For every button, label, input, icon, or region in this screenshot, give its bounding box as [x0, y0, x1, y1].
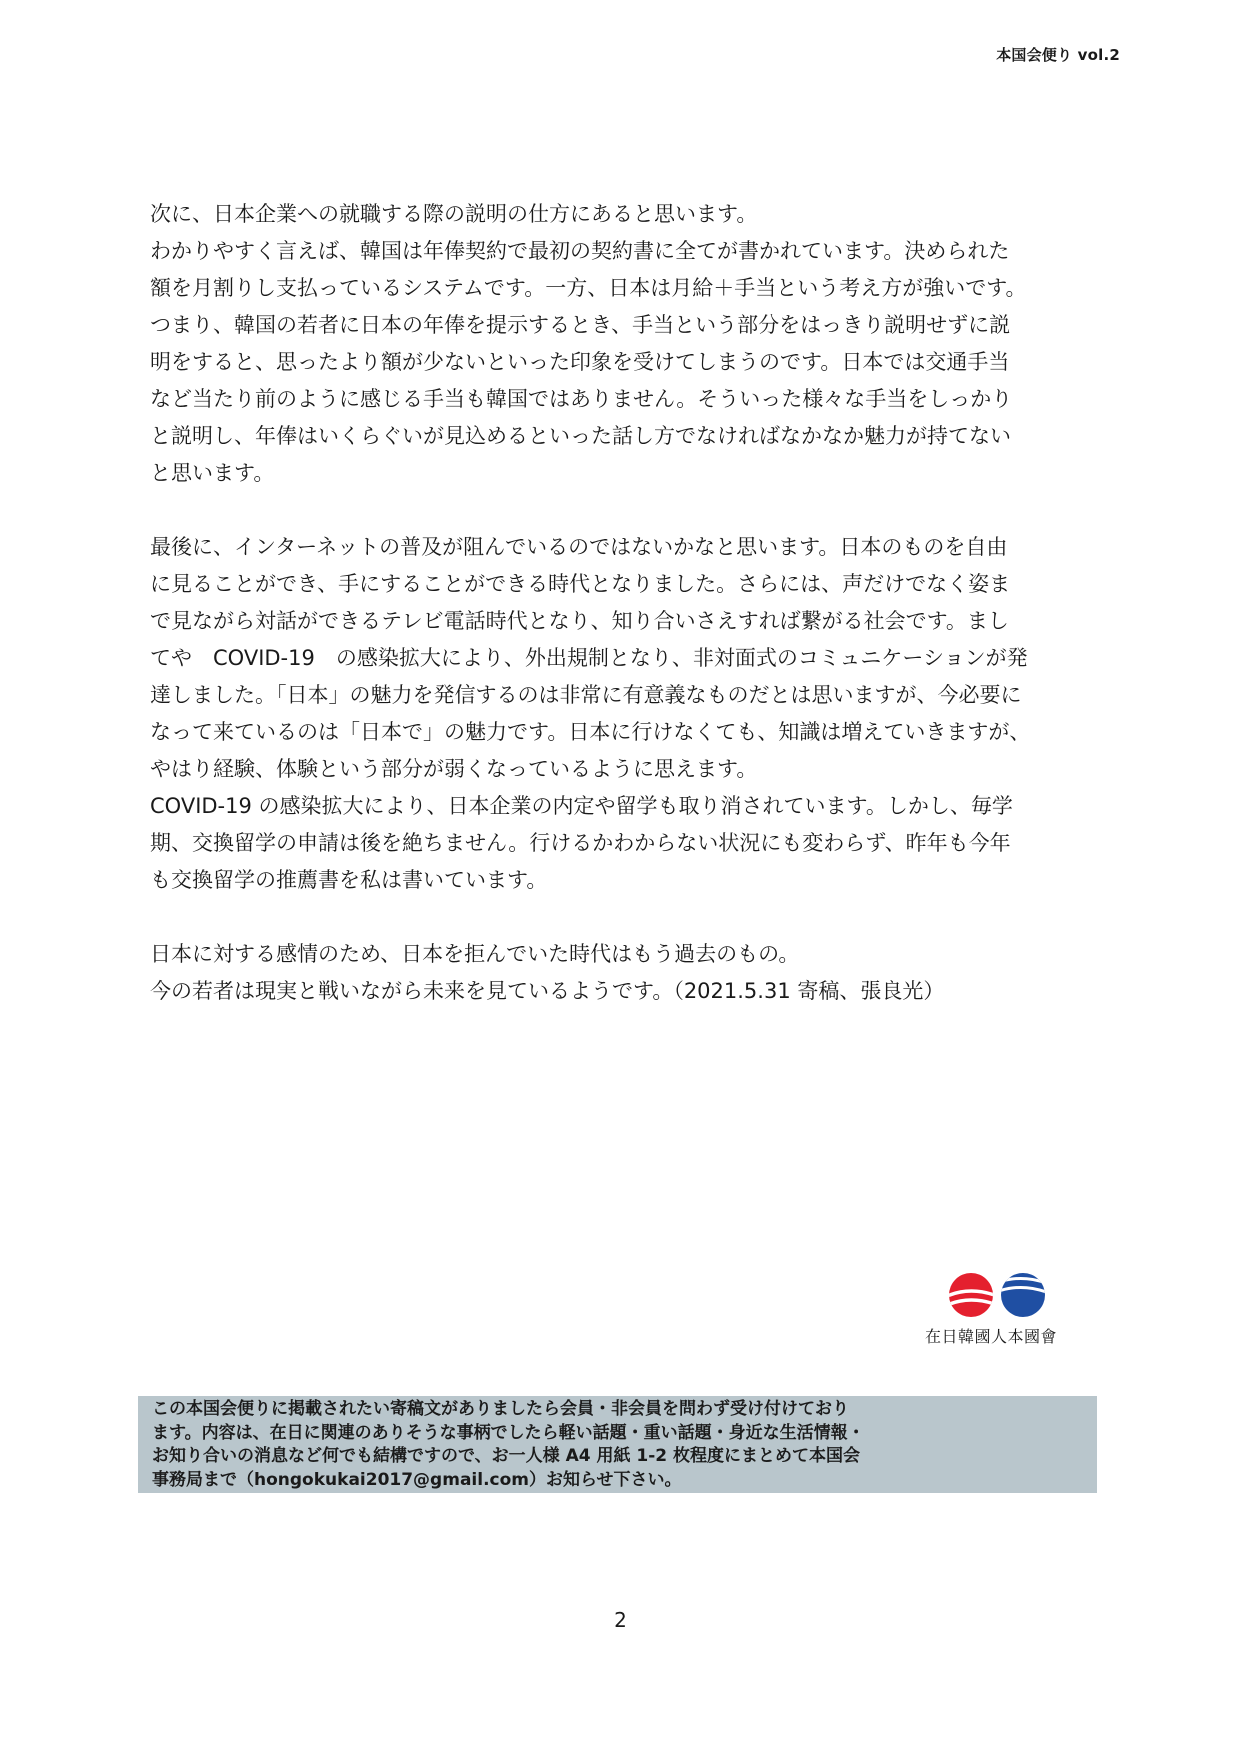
body-line: 達しました。「日本」の魅力を発信するのは非常に有意義なものだとは思いますが、今必要に	[150, 683, 1022, 707]
body-line: で見ながら対話ができるテレビ電話時代となり、知り合いさえすれば繋がる社会です。まし	[150, 609, 1009, 633]
body-line: なって来ているのは「日本で」の魅力です。日本に行けなくても、知識は増えていきますが、	[150, 720, 1031, 744]
body-line: 日本に対する感情のため、日本を拒んでいた時代はもう過去のもの。	[150, 942, 800, 966]
submission-notice	[138, 1396, 1097, 1493]
body-line: 今の若者は現実と戦いながら未来を見ているようです。（2021.5.31 寄稿、張良光）	[150, 979, 945, 1003]
body-line: 最後に、インターネットの普及が阻んでいるのではないかなと思います。日本のものを自由	[150, 535, 1008, 559]
organization-logo	[925, 1272, 1085, 1347]
body-line: 次に、日本企業への就職する際の説明の仕方にあると思います。	[150, 202, 758, 226]
body-line: 期、交換留学の申請は後を絶ちません。行けるかわからない状況にも変わらず、昨年も今年	[150, 831, 1011, 855]
notice-line: ます。内容は、在日に関連のありそうな事柄でしたら軽い話題・重い話題・身近な生活情報・	[152, 1422, 865, 1443]
logo-circles-icon	[947, 1272, 1049, 1318]
paragraph-gap	[150, 492, 1095, 529]
paragraph-gap	[150, 899, 1095, 936]
body-line: やはり経験、体験という部分が弱くなっているように思えます。	[150, 757, 758, 781]
body-line: など当たり前のように感じる手当も韓国ではありません。そういった様々な手当をしっかり	[150, 387, 1013, 411]
organization-name: 在日韓國人本國會	[925, 1327, 1058, 1346]
article-body	[150, 196, 1095, 1010]
body-line: COVID-19 の感染拡大により、日本企業の内定や留学も取り消されています。しかし、毎学	[150, 794, 1013, 818]
body-line: に見ることができ、手にすることができる時代となりました。さらには、声だけでなく姿ま	[150, 572, 1011, 596]
body-line: わかりやすく言えば、韓国は年俸契約で最初の契約書に全てが書かれています。決められた	[150, 239, 1010, 263]
body-line: と思います。	[150, 461, 275, 485]
body-line: てや COVID-19 の感染拡大により、外出規制となり、非対面式のコミュニケーションが発	[150, 646, 1028, 670]
body-line: 明をすると、思ったより額が少ないといった印象を受けてしまうのです。日本では交通手当	[150, 350, 1010, 374]
newsletter-title: 本国会便り vol.2	[996, 46, 1120, 64]
notice-line: 事務局まで（hongokukai2017@gmail.com）お知らせ下さい。	[152, 1469, 682, 1490]
notice-line: この本国会便りに掲載されたい寄稿文がありましたら会員・非会員を問わず受け付けており	[152, 1399, 849, 1419]
page-number: 2	[614, 1608, 627, 1632]
notice-line: お知り合いの消息など何でも結構ですので、お一人様 A4 用紙 1-2 枚程度にまとめて本国会	[152, 1446, 861, 1466]
body-line: と説明し、年俸はいくらぐいが見込めるといった話し方でなければなかなか魅力が持てない	[150, 424, 1011, 448]
body-line: つまり、韓国の若者に日本の年俸を提示するとき、手当という部分をはっきり説明せずに説	[150, 313, 1011, 337]
body-line: も交換留学の推薦書を私は書いています。	[150, 868, 548, 892]
body-line: 額を月割りし支払っているシステムです。一方、日本は月給＋手当という考え方が強いです。	[150, 276, 1027, 300]
